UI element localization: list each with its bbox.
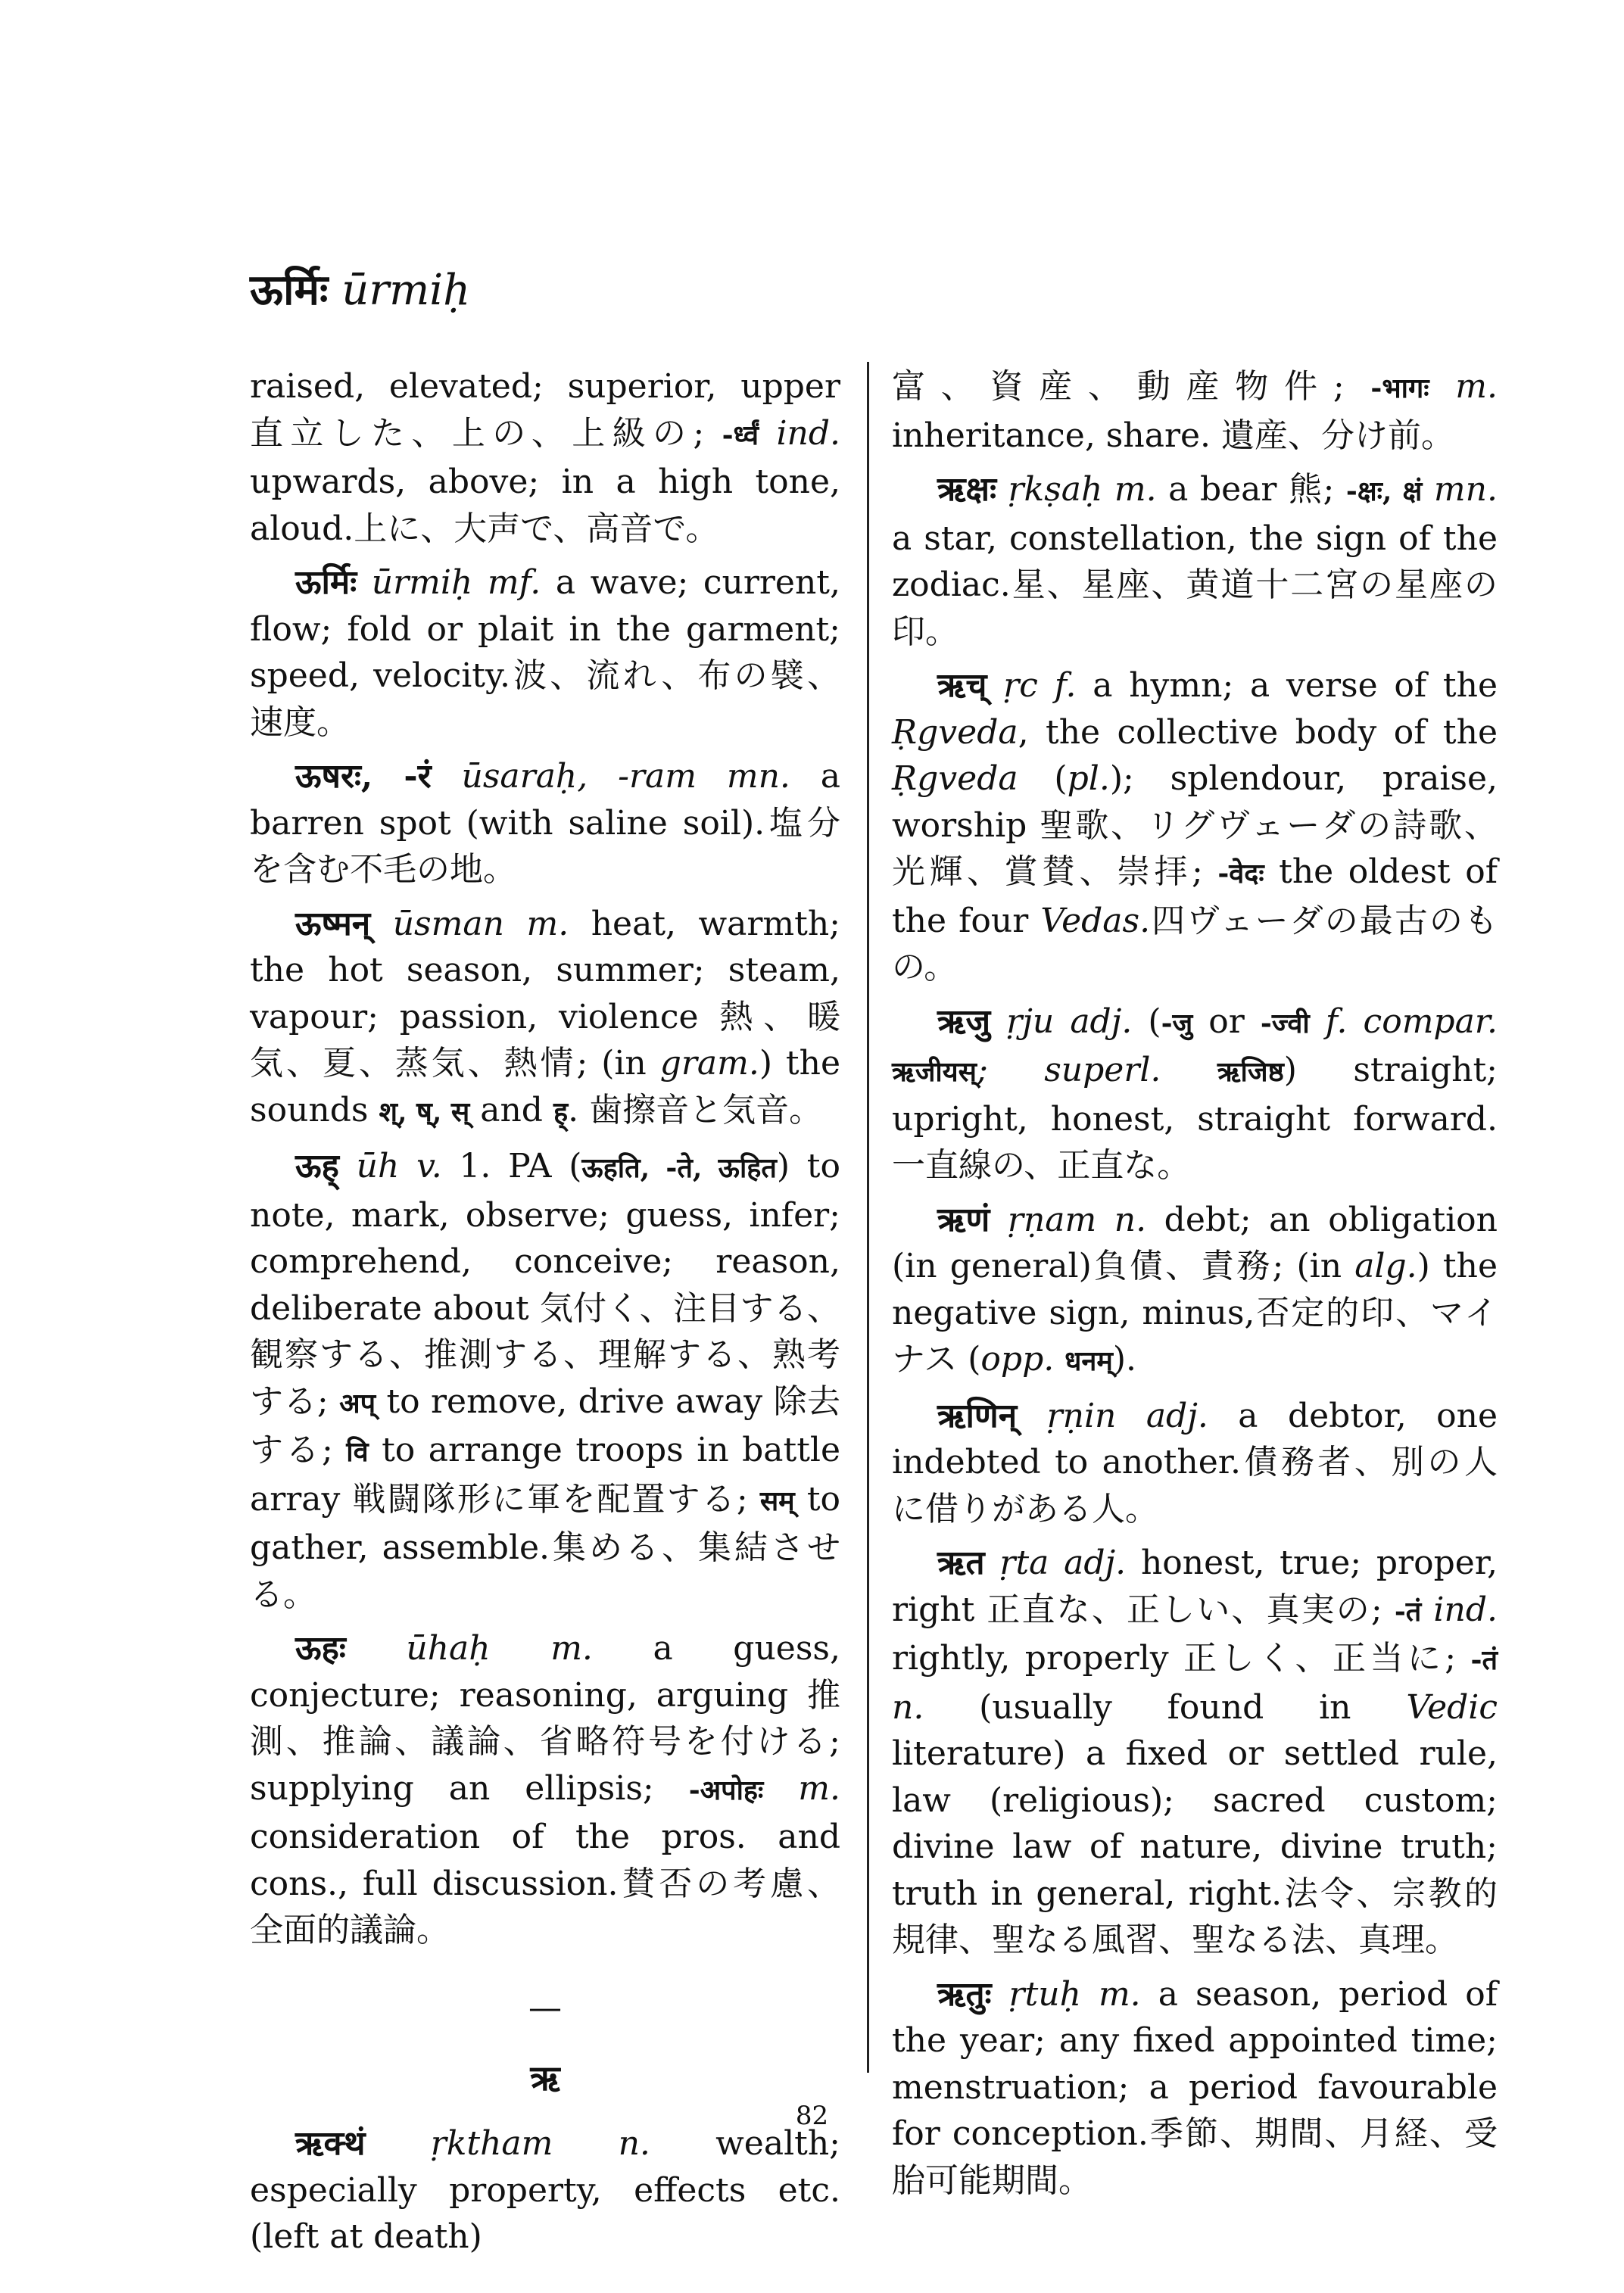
definition: a bear 熊; bbox=[1156, 470, 1346, 509]
devanagari-term: -तं bbox=[1394, 1595, 1422, 1628]
grammar-label: m. bbox=[1114, 470, 1157, 509]
devanagari-term: -अपोहः bbox=[688, 1774, 764, 1806]
definition: heat, warmth; the hot season, summer; steam, vapour; passion, violence 熱、暖気、夏、蒸気、熱情; (in bbox=[250, 904, 840, 1083]
entry-rnin bbox=[892, 1393, 1498, 1533]
devanagari-term: ह् bbox=[553, 1095, 569, 1128]
entry-rktham bbox=[250, 2120, 840, 2260]
italic-term: n. bbox=[892, 1687, 924, 1727]
definition: ) straight; upright, honest, straight forward. 一直線の、正直な。 bbox=[892, 1051, 1498, 1185]
transliteration: ṛtuḥ bbox=[1008, 1974, 1081, 2014]
headword: ऋजु bbox=[937, 1002, 991, 1041]
transliteration: ūrmiḥ bbox=[371, 563, 473, 602]
headword: ऋणं bbox=[937, 1200, 990, 1239]
headword: ऋतुः bbox=[937, 1974, 992, 2014]
header-transliteration: ūrmiḥ bbox=[341, 266, 471, 315]
italic-term: Vedas. bbox=[1040, 901, 1151, 940]
grammar-label: n. bbox=[1114, 1200, 1147, 1239]
italic-term: Vedic bbox=[1406, 1687, 1498, 1727]
entry-rju bbox=[892, 999, 1498, 1189]
grammar-label: adj. bbox=[1146, 1396, 1208, 1435]
definition: to gather, assemble.集める、集結させる。 bbox=[250, 1479, 840, 1614]
headword: ऋक्षः bbox=[937, 470, 996, 509]
transliteration: ṛktham bbox=[430, 2124, 553, 2163]
section-letter: ऋ bbox=[530, 2057, 560, 2098]
definition: 1. PA ( bbox=[441, 1147, 582, 1185]
page-number: 82 bbox=[795, 2101, 829, 2131]
entry-continuation bbox=[250, 363, 840, 552]
subentry-head: -भागः bbox=[1370, 372, 1429, 404]
column-divider bbox=[867, 362, 869, 2073]
section-separator: — bbox=[528, 1988, 562, 2027]
entry-uh bbox=[250, 1143, 840, 1618]
definition: and bbox=[469, 1090, 553, 1129]
devanagari-term: ऊहति, -ते, ऊहित bbox=[581, 1152, 777, 1184]
entry-rta bbox=[892, 1540, 1498, 1964]
definition: 富、資産、動産物件; bbox=[892, 367, 1371, 406]
transliteration: ṛta bbox=[999, 1544, 1049, 1582]
devanagari-term: -क्षः, क्षं bbox=[1345, 475, 1423, 507]
transliteration: ūsaraḥ, -ram bbox=[461, 757, 697, 796]
definition: ); splendour, praise, worship 聖歌、リグヴェーダの詩歌、光輝、賞賛、崇拝; bbox=[892, 759, 1498, 891]
transliteration: ṛju bbox=[1006, 1002, 1055, 1041]
page-header bbox=[250, 265, 471, 315]
grammar-label: m. bbox=[1455, 367, 1498, 406]
headword: ऊहः bbox=[295, 1629, 346, 1668]
headword: ऊषरः, -रं bbox=[295, 757, 432, 796]
entry-usman bbox=[250, 901, 840, 1136]
definition: a hymn; a verse of the bbox=[1076, 666, 1498, 705]
definition: 四ヴェーダの最古のもの。 bbox=[892, 901, 1498, 986]
grammar-label: ind. bbox=[776, 413, 840, 453]
headword: ऊर्मिः bbox=[295, 563, 357, 602]
italic-term: opp. bbox=[980, 1340, 1055, 1379]
definition: wealth; especially property, effects etc. (left at death) bbox=[250, 2124, 840, 2256]
devanagari-term: -ज्वी bbox=[1260, 1007, 1310, 1039]
devanagari-term: -तं bbox=[1470, 1644, 1498, 1676]
italic-term: f. compar. bbox=[1309, 1002, 1498, 1041]
devanagari-term: ऋजीयस् bbox=[892, 1056, 977, 1088]
transliteration: ūh bbox=[356, 1147, 400, 1185]
entry-rnam bbox=[892, 1197, 1498, 1385]
italic-term: pl. bbox=[1067, 759, 1110, 798]
entry-uhah bbox=[250, 1625, 840, 1954]
entry-rksah bbox=[892, 466, 1498, 655]
definition: a season, period of the year; any fixed appointed time; menstruation; a period favourable for conception.季節、期間、月経、受胎可能期間。 bbox=[892, 1974, 1498, 2200]
headword: ऋणिन् bbox=[937, 1396, 1018, 1435]
grammar-label: m. bbox=[550, 1629, 593, 1668]
headword: ऋत bbox=[937, 1544, 985, 1582]
definition: . 歯擦音と気音。 bbox=[568, 1090, 823, 1129]
grammar-label: v. bbox=[416, 1147, 442, 1185]
subentry-head: -र्ध्वं bbox=[722, 419, 759, 451]
italic-term: alg. bbox=[1354, 1247, 1417, 1285]
definition: ( bbox=[1018, 759, 1068, 798]
definition: a debtor, one indebted to another.債務者、別の人に借りがある人。 bbox=[892, 1396, 1498, 1528]
devanagari-term: -जु bbox=[1161, 1007, 1193, 1039]
definition: , the collective body of the bbox=[1018, 712, 1498, 752]
definition: honest, true; proper, right 正直な、正しい、真実の; bbox=[892, 1544, 1498, 1629]
transliteration: ūsman bbox=[392, 904, 504, 943]
grammar-label: m. bbox=[526, 904, 569, 943]
devanagari-term: अप् bbox=[339, 1387, 376, 1419]
italic-term: ; superl. bbox=[976, 1051, 1161, 1089]
entry-rc bbox=[892, 662, 1498, 991]
devanagari-term: -वेदः bbox=[1217, 858, 1264, 889]
headword: ऋच् bbox=[937, 666, 987, 705]
definition: inheritance, share. 遺産、分け前。 bbox=[892, 416, 1454, 455]
grammar-label: mn. bbox=[1433, 470, 1498, 509]
definition: rightly, properly 正しく、正当に; bbox=[892, 1639, 1471, 1678]
definition: a wave; current, flow; fold or plait in the garment; speed, velocity.波、流れ、布の襞、速度。 bbox=[250, 563, 840, 742]
definition: to remove, drive away 除去する; bbox=[250, 1382, 840, 1469]
transliteration: ṛc bbox=[1003, 666, 1038, 705]
entry-usarah bbox=[250, 753, 840, 893]
entry-urmih bbox=[250, 559, 840, 746]
devanagari-term: ऋजिष्ठ bbox=[1217, 1056, 1284, 1088]
definition: to arrange troops in battle array 戦闘隊形に軍を配置する; bbox=[250, 1431, 841, 1519]
definition: a star, constellation, the sign of the zodiac.星、星座、黄道十二宮の星座の印。 bbox=[892, 519, 1498, 651]
grammar-label: adj. bbox=[1070, 1002, 1133, 1041]
definition: ) to note, mark, observe; guess, infer; comprehend, conceive; reason, deliberate about 気付く、注目する、観察する、推測する、理解する、熟考する; bbox=[250, 1147, 840, 1421]
left-column bbox=[250, 363, 840, 2268]
headword: ऊह् bbox=[295, 1147, 339, 1185]
grammar-label: mf. bbox=[487, 563, 541, 602]
transliteration: ūhaḥ bbox=[406, 1629, 491, 1668]
devanagari-term: श्, ष्, स् bbox=[379, 1095, 470, 1128]
devanagari-term: सम् bbox=[759, 1485, 795, 1517]
header-headword: ऊर्मिः bbox=[250, 265, 329, 315]
grammar-label: mn. bbox=[726, 757, 790, 796]
definition: raised, elevated; superior, upper 直立した、上の、上級の; bbox=[250, 367, 840, 453]
grammar-label: f. bbox=[1054, 666, 1077, 705]
italic-term: Ṛgveda bbox=[892, 759, 1018, 798]
entry-continuation bbox=[892, 363, 1498, 459]
grammar-label: m. bbox=[1098, 1974, 1141, 2014]
entry-rtuh bbox=[892, 1971, 1498, 2204]
definition: debt; an obligation (in general)負債、責務; (in bbox=[892, 1200, 1498, 1285]
definition: (usually found in bbox=[924, 1687, 1407, 1727]
grammar-label: n. bbox=[618, 2124, 650, 2163]
grammar-label: m. bbox=[798, 1768, 840, 1808]
definition: upwards, above; in a high tone, aloud.上に、大声で、高音で。 bbox=[250, 463, 840, 548]
right-column bbox=[892, 363, 1498, 2211]
headword: ऊष्मन् bbox=[295, 904, 371, 943]
devanagari-term: धनम् bbox=[1064, 1345, 1113, 1377]
italic-term: ind. bbox=[1433, 1590, 1498, 1629]
transliteration: ṛṇam bbox=[1007, 1200, 1097, 1239]
headword: ऋक्थं bbox=[295, 2124, 366, 2163]
definition: ). bbox=[1112, 1340, 1137, 1379]
grammar-label: adj. bbox=[1064, 1544, 1127, 1582]
definition: consideration of the pros. and cons., full discussion.賛否の考慮、全面的議論。 bbox=[250, 1818, 840, 1949]
definition: ) the sounds bbox=[250, 1044, 840, 1129]
definition: literature) a fixed or settled rule, law (religious); sacred custom; divine law of nature, divine truth; truth in general, right.法令、宗教的規律、聖なる風習、聖なる法、真理。 bbox=[892, 1734, 1498, 1959]
definition: or bbox=[1192, 1002, 1261, 1041]
definition: ) the negative sign, minus,否定的印、マイナス ( bbox=[892, 1247, 1498, 1379]
definition: a barren spot (with saline soil).塩分を含む不毛の地。 bbox=[250, 757, 840, 889]
definition: a guess, conjecture; reasoning, arguing 推測、推論、議論、省略符号を付ける; supplying an ellipsis; bbox=[250, 1629, 840, 1808]
italic-term: Ṛgveda bbox=[892, 712, 1018, 752]
definition: the oldest of the four bbox=[892, 852, 1498, 940]
devanagari-term: वि bbox=[346, 1436, 369, 1468]
definition: ( bbox=[1132, 1002, 1161, 1041]
transliteration: ṛṇin bbox=[1046, 1396, 1117, 1435]
grammar-label: gram. bbox=[659, 1044, 759, 1083]
transliteration: ṛkṣaḥ bbox=[1008, 470, 1103, 509]
